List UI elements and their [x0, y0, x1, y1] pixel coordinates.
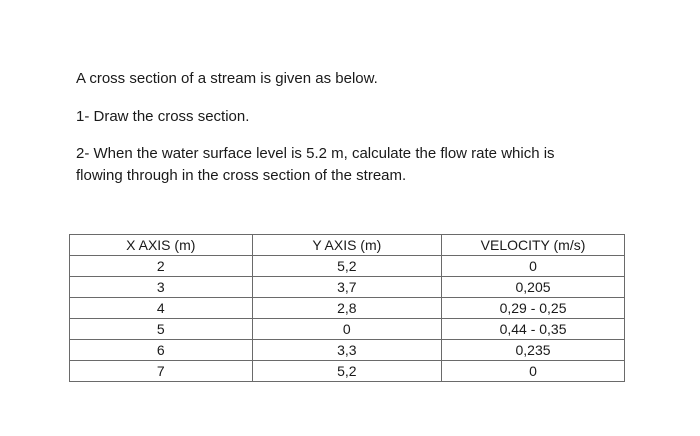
cell-x: 2: [70, 256, 253, 277]
cell-x: 4: [70, 298, 253, 319]
cell-velocity: 0,235: [442, 340, 625, 361]
cell-y: 0: [252, 319, 442, 340]
question-2-line-1: 2- When the water surface level is 5.2 m, calculate the flow rate which is: [76, 145, 555, 162]
cell-velocity: 0,205: [442, 277, 625, 298]
table-row: [70, 340, 625, 361]
cell-velocity: 0,29 - 0,25: [442, 298, 625, 319]
cell-x: 3: [70, 277, 253, 298]
table-row: [70, 361, 625, 382]
header-velocity: VELOCITY (m/s): [442, 235, 625, 256]
cell-x: 6: [70, 340, 253, 361]
table-row: [70, 256, 625, 277]
cell-velocity: 0,44 - 0,35: [442, 319, 625, 340]
question-1-text: 1- Draw the cross section.: [76, 108, 250, 125]
question-2-text: [76, 143, 555, 187]
table-row: [70, 277, 625, 298]
intro-text: A cross section of a stream is given as below.: [76, 70, 378, 87]
cross-section-table: [69, 234, 625, 382]
table-row: [70, 298, 625, 319]
table-header-row: [70, 235, 625, 256]
cell-y: 5,2: [252, 361, 442, 382]
cell-y: 2,8: [252, 298, 442, 319]
cell-velocity: 0: [442, 361, 625, 382]
cell-y: 3,3: [252, 340, 442, 361]
table-row: [70, 319, 625, 340]
cell-y: 3,7: [252, 277, 442, 298]
cell-y: 5,2: [252, 256, 442, 277]
header-x-axis: X AXIS (m): [70, 235, 253, 256]
header-y-axis: Y AXIS (m): [252, 235, 442, 256]
cell-x: 7: [70, 361, 253, 382]
cell-x: 5: [70, 319, 253, 340]
question-2-line-2: flowing through in the cross section of the stream.: [76, 167, 407, 184]
cell-velocity: 0: [442, 256, 625, 277]
